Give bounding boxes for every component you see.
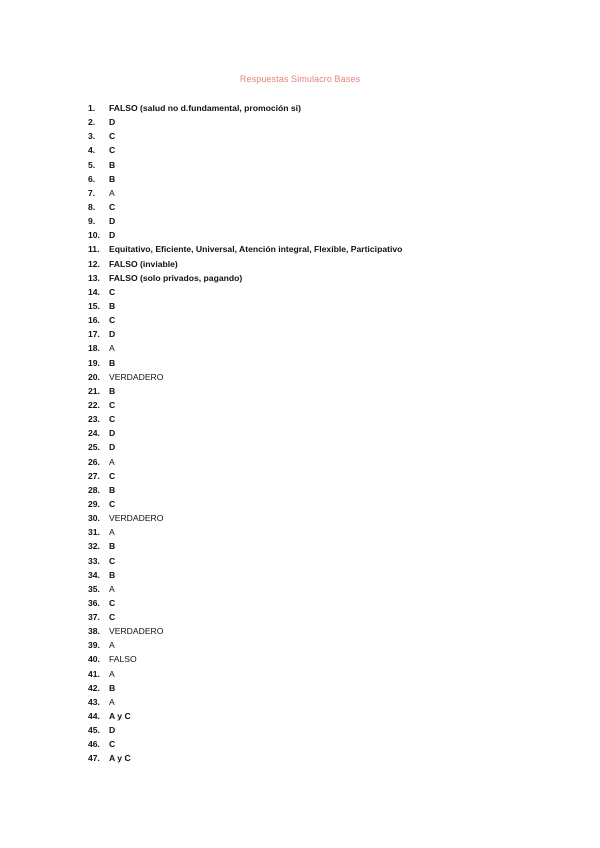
answer-number: 5. (88, 159, 96, 170)
answer-item (88, 511, 402, 525)
answer-item (88, 667, 402, 681)
answer-number: 16. (88, 315, 100, 326)
answer-text: D (109, 329, 116, 340)
answer-text: B (109, 357, 116, 368)
answer-text: A (109, 696, 115, 707)
answer-text: D (109, 442, 116, 453)
answer-item (88, 129, 402, 143)
answer-number: 21. (88, 385, 100, 396)
answer-number: 27. (88, 470, 100, 481)
answer-item (88, 101, 402, 115)
answer-text: FALSO (inviable) (109, 258, 178, 269)
answer-text: A (109, 640, 115, 651)
answer-text: FALSO (solo privados, pagando) (109, 272, 243, 283)
answer-text: B (109, 541, 116, 552)
answer-text: D (109, 725, 116, 736)
answer-number: 35. (88, 583, 100, 594)
answer-number: 25. (88, 442, 100, 453)
answer-number: 30. (88, 513, 100, 524)
answer-item (88, 483, 402, 497)
answer-text: B (109, 173, 116, 184)
answer-number: 1. (88, 103, 96, 113)
answer-text: A (109, 583, 115, 594)
answer-number: 11. (88, 244, 100, 255)
answer-number: 29. (88, 498, 100, 509)
answer-text: D (109, 117, 116, 128)
answer-number: 36. (88, 597, 100, 608)
answer-number: 4. (88, 145, 96, 156)
answer-text: C (109, 414, 116, 425)
answer-number: 26. (88, 456, 100, 467)
answer-number: 6. (88, 173, 96, 184)
answer-text: VERDADERO (109, 371, 164, 382)
answer-text: C (109, 597, 116, 608)
answer-item (88, 554, 402, 568)
answer-number: 44. (88, 711, 100, 722)
answer-text: B (109, 159, 116, 170)
answer-number: 13. (88, 272, 100, 283)
answer-text: C (109, 399, 116, 410)
answer-item (88, 143, 402, 157)
answer-number: 9. (88, 216, 96, 227)
answer-item (88, 186, 402, 200)
answer-text: D (109, 428, 116, 439)
answer-number: 7. (88, 187, 96, 198)
answer-number: 43. (88, 696, 100, 707)
answer-number: 22. (88, 399, 100, 410)
answer-text: D (109, 216, 116, 227)
answer-item (88, 341, 402, 355)
answer-item (88, 455, 402, 469)
answer-number: 32. (88, 541, 100, 552)
answer-number: 42. (88, 682, 100, 693)
answer-item (88, 737, 402, 751)
answer-text: FALSO (109, 654, 137, 665)
answer-number: 23. (88, 414, 100, 425)
answer-text: C (109, 315, 116, 326)
answer-text: C (109, 498, 116, 509)
answer-text: FALSO (salud no d.fundamental, promoción si) (109, 103, 301, 113)
answer-number: 3. (88, 131, 96, 142)
answer-number: 47. (88, 753, 100, 764)
answer-number: 24. (88, 428, 100, 439)
answer-number: 31. (88, 527, 100, 538)
answer-item (88, 469, 402, 483)
answer-text: B (109, 385, 116, 396)
answer-text: C (109, 131, 116, 142)
answer-item (88, 681, 402, 695)
answer-number: 37. (88, 612, 100, 623)
answer-number: 33. (88, 555, 100, 566)
answer-number: 40. (88, 654, 100, 665)
answer-number: 20. (88, 371, 100, 382)
answer-text: A (109, 668, 115, 679)
answer-text: VERDADERO (109, 626, 164, 637)
answer-item (88, 384, 402, 398)
answer-item (88, 709, 402, 723)
answer-number: 19. (88, 357, 100, 368)
answer-item (88, 695, 402, 709)
answer-item (88, 285, 402, 299)
answer-text: A (109, 187, 115, 198)
answer-text: A (109, 456, 115, 467)
answer-text: C (109, 145, 116, 156)
answer-number: 34. (88, 569, 100, 580)
answer-number: 12. (88, 258, 100, 269)
answer-number: 38. (88, 626, 100, 637)
answer-text: C (109, 739, 116, 750)
answer-item (88, 356, 402, 370)
answer-item (88, 568, 402, 582)
answer-item (88, 596, 402, 610)
answer-item (88, 327, 402, 341)
answer-number: 18. (88, 343, 100, 354)
answer-item (88, 370, 402, 384)
answer-number: 41. (88, 668, 100, 679)
answer-text: C (109, 201, 116, 212)
answer-item (88, 426, 402, 440)
answer-text: C (109, 286, 116, 297)
answer-item (88, 242, 402, 256)
answer-item (88, 539, 402, 553)
answer-text: C (109, 555, 116, 566)
answer-text: Equitativo, Eficiente, Universal, Atención integral, Flexible, Participativo (109, 244, 403, 255)
answer-text: A (109, 527, 115, 538)
answer-text: B (109, 484, 116, 495)
answer-text: C (109, 470, 116, 481)
answer-number: 17. (88, 329, 100, 340)
answer-item (88, 228, 402, 242)
answer-item (88, 200, 402, 214)
answer-item (88, 313, 402, 327)
answer-text: A (109, 343, 115, 354)
answer-item (88, 638, 402, 652)
answer-item (88, 412, 402, 426)
answer-item (88, 497, 402, 511)
answer-item (88, 624, 402, 638)
answer-item (88, 652, 402, 666)
answer-number: 28. (88, 484, 100, 495)
answer-number: 2. (88, 117, 96, 128)
answer-list (88, 101, 402, 766)
answer-item (88, 723, 402, 737)
answer-number: 8. (88, 201, 96, 212)
document-title: Respuestas Simulacro Bases (239, 74, 361, 84)
answer-number: 45. (88, 725, 100, 736)
answer-item (88, 525, 402, 539)
answer-item (88, 257, 402, 271)
answer-text: C (109, 612, 116, 623)
answer-item (88, 751, 402, 765)
answer-number: 39. (88, 640, 100, 651)
answer-item (88, 271, 402, 285)
answer-text: B (109, 569, 116, 580)
answer-text: VERDADERO (109, 513, 164, 524)
answer-item (88, 115, 402, 129)
answer-item (88, 299, 402, 313)
answer-text: B (109, 682, 116, 693)
answer-item (88, 214, 402, 228)
answer-item (88, 440, 402, 454)
answer-text: A y C (109, 753, 131, 764)
answer-item (88, 582, 402, 596)
answer-number: 14. (88, 286, 100, 297)
answer-text: D (109, 230, 116, 241)
answer-number: 15. (88, 300, 100, 311)
answer-text: A y C (109, 711, 131, 722)
answer-item (88, 610, 402, 624)
answer-number: 46. (88, 739, 100, 750)
answer-item (88, 172, 402, 186)
answer-item (88, 158, 402, 172)
answer-item (88, 398, 402, 412)
answer-text: B (109, 300, 116, 311)
answer-number: 10. (88, 230, 100, 241)
